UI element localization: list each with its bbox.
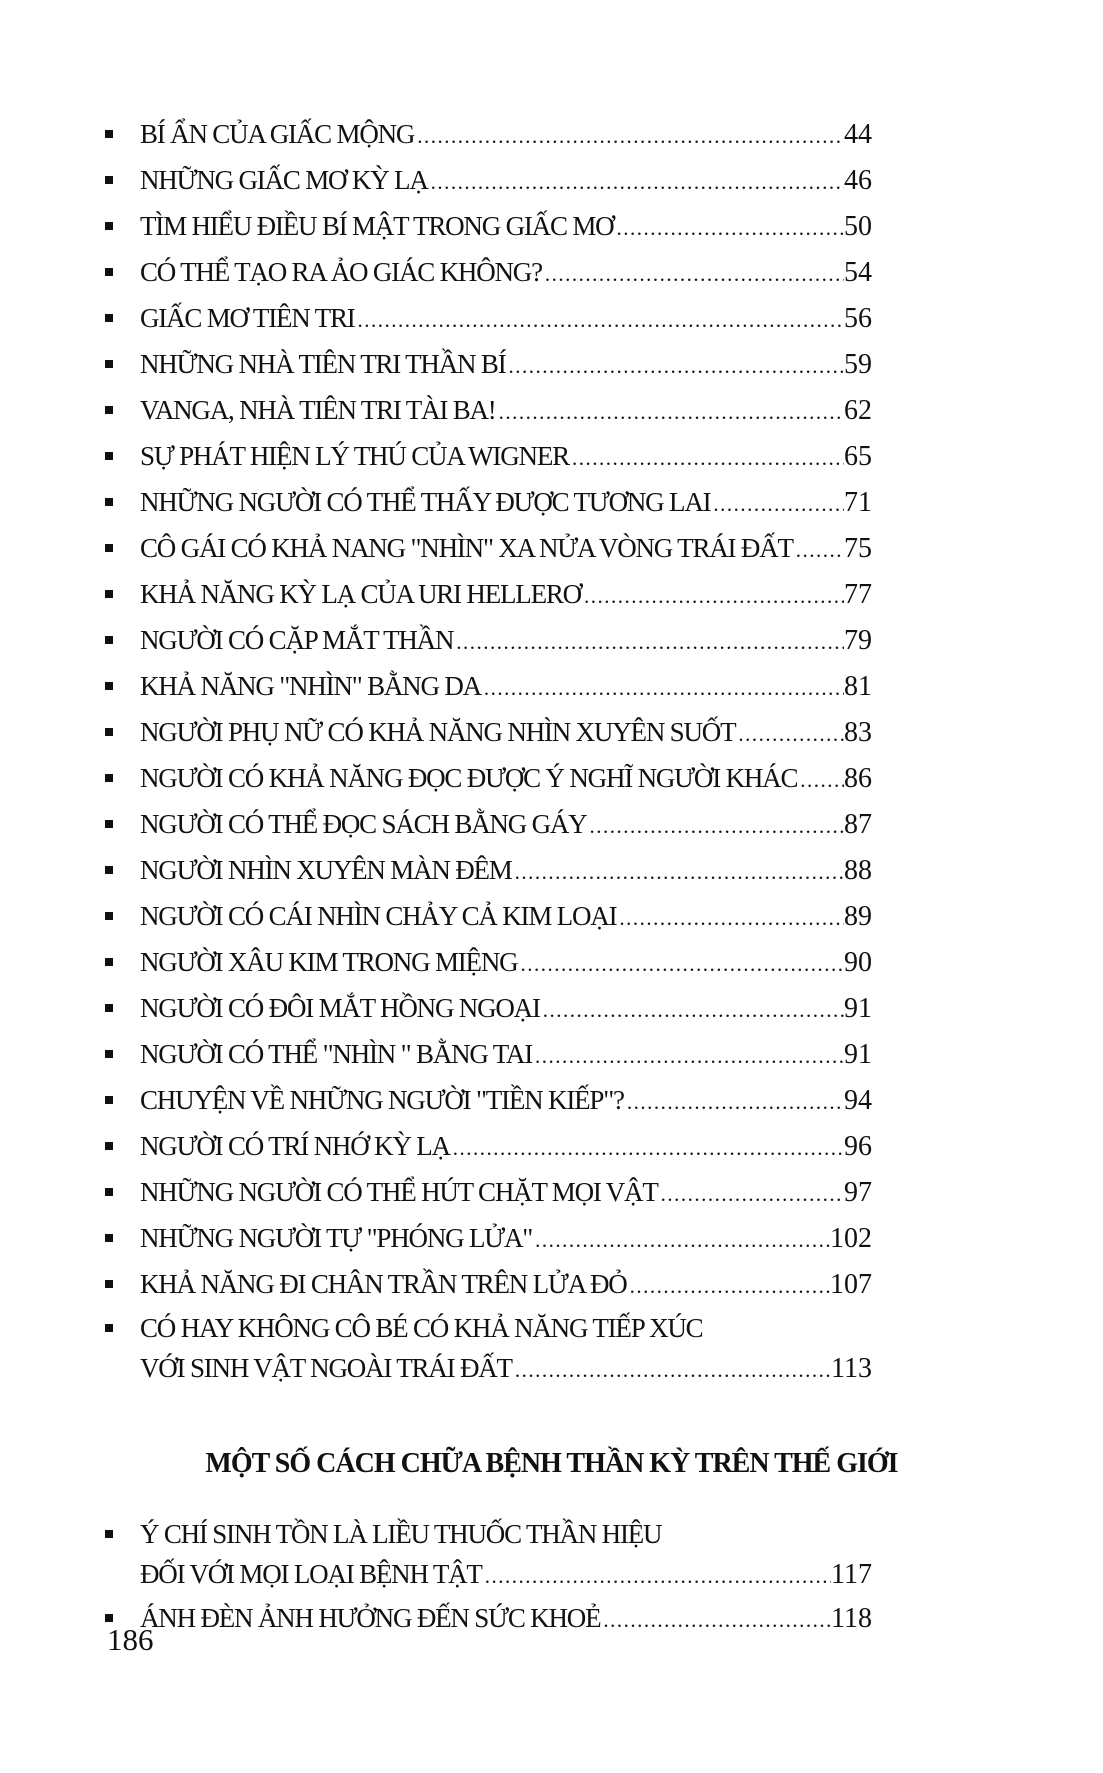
toc-entry-page: 96: [844, 1131, 872, 1162]
toc-entry-page: 102: [830, 1223, 872, 1254]
toc-entry-page: 118: [831, 1603, 872, 1634]
toc-entry-title: VANGA, NHÀ TIÊN TRI TÀI BA!: [140, 395, 496, 425]
bullet-square-icon: [105, 1142, 113, 1150]
toc-entry-page: 81: [844, 671, 872, 702]
toc-entry-line: [140, 112, 872, 158]
toc-entry: [105, 710, 872, 756]
toc-entry-page: 90: [844, 947, 872, 978]
toc-entry-page: 62: [844, 395, 872, 426]
bullet-square-icon: [105, 1530, 113, 1538]
toc-entry-page: 113: [831, 1353, 872, 1384]
toc-entry-line: [140, 1596, 872, 1642]
toc-entry-body: [140, 940, 872, 986]
bullet-square-icon: [105, 1234, 113, 1242]
dot-leader: [428, 160, 844, 204]
toc-entry: [105, 802, 872, 848]
toc-entry: [105, 986, 872, 1032]
toc-entry-line: [140, 526, 872, 572]
toc-entry-line: [140, 388, 872, 434]
toc-entry: [105, 1124, 872, 1170]
toc-entry-title: NGƯỜI CÓ CÁI NHÌN CHẢY CẢ KIM LOẠI: [140, 901, 617, 931]
bullet-square-icon: [105, 544, 113, 552]
toc-entry-line: [140, 894, 872, 940]
bullet-square-icon: [105, 130, 113, 138]
toc-entry-body: [140, 710, 872, 756]
toc-entry-title: ĐỐI VỚI MỌI LOẠI BỆNH TẬT: [140, 1559, 482, 1589]
toc-entry-title: NGƯỜI XÂU KIM TRONG MIỆNG: [140, 947, 518, 977]
bullet-square-icon: [105, 406, 113, 414]
toc-entry-body: [140, 894, 872, 940]
toc-entry-line: [140, 1216, 872, 1262]
toc-entry: [105, 1170, 872, 1216]
dot-leader: [505, 344, 844, 388]
bullet-square-icon: [105, 222, 113, 230]
toc-entry-title: VỚI SINH VẬT NGOÀI TRÁI ĐẤT: [140, 1353, 512, 1383]
toc-entry-page: 71: [844, 487, 872, 518]
toc-entry-body: [140, 388, 872, 434]
dot-leader: [710, 482, 844, 526]
toc-entry-body: [140, 1032, 872, 1078]
toc-entry-body: [140, 1262, 872, 1308]
dot-leader: [512, 1350, 831, 1390]
toc-entry-body: [140, 204, 872, 250]
toc-entry-title: GIẤC MƠ TIÊN TRI: [140, 303, 355, 333]
toc-entry-body: [140, 112, 872, 158]
toc-entry-page: 44: [844, 119, 872, 150]
dot-leader: [496, 390, 844, 434]
toc-entry-title: CÓ HAY KHÔNG CÔ BÉ CÓ KHẢ NĂNG TIẾP XÚC: [140, 1313, 703, 1343]
toc-entry: [105, 894, 872, 940]
bullet-square-icon: [105, 314, 113, 322]
toc-entry: [105, 204, 872, 250]
toc-entry-title: NGƯỜI NHÌN XUYÊN MÀN ĐÊM: [140, 855, 512, 885]
dot-leader: [586, 804, 844, 848]
dot-leader: [616, 896, 844, 940]
toc-entry-title: NHỮNG GIẤC MƠ KỲ LẠ: [140, 165, 428, 195]
toc-entry-page: 107: [830, 1269, 872, 1300]
bullet-square-icon: [105, 1004, 113, 1012]
toc-entry: [105, 342, 872, 388]
toc-entry-title: NGƯỜI CÓ KHẢ NĂNG ĐỌC ĐƯỢC Ý NGHĨ NGƯỜI KHÁC: [140, 763, 798, 793]
toc-entry-page: 56: [844, 303, 872, 334]
toc-entry-title: NGƯỜI CÓ ĐÔI MẮT HỒNG NGOẠI: [140, 993, 540, 1023]
dot-leader: [600, 1598, 831, 1642]
toc-entry-line: [140, 802, 872, 848]
toc-entry-page: 75: [844, 533, 872, 564]
toc-entry-line: [140, 572, 872, 618]
toc-entry-title: KHẢ NĂNG KỲ LẠ CỦA URI HELLERƠ: [140, 579, 581, 609]
toc-entry: [105, 112, 872, 158]
toc-entry-body: [140, 1170, 872, 1216]
bullet-square-icon: [105, 820, 113, 828]
toc-entry-body: [140, 1308, 872, 1390]
toc-entry-line: [140, 1124, 872, 1170]
toc-entry-page: 87: [844, 809, 872, 840]
toc-entry-line: [140, 296, 872, 342]
toc-entry-line: [140, 1514, 872, 1554]
dot-leader: [532, 1034, 844, 1078]
toc-entry-body: [140, 664, 872, 710]
toc-entry-page: 91: [844, 993, 872, 1024]
toc-entry-body: [140, 296, 872, 342]
toc-entry-body: [140, 756, 872, 802]
toc-entry-line: [140, 342, 872, 388]
toc-entry-page: 117: [831, 1559, 872, 1590]
toc-entry-line: [140, 1032, 872, 1078]
toc-entry-line: [140, 618, 872, 664]
toc-entry-line: [140, 1170, 872, 1216]
dot-leader: [569, 436, 844, 480]
dot-leader: [482, 1556, 831, 1596]
toc-entry-line: [140, 1078, 872, 1124]
bullet-square-icon: [105, 452, 113, 460]
toc-entry-page: 79: [844, 625, 872, 656]
bullet-square-icon: [105, 866, 113, 874]
toc-entry-line: [140, 1262, 872, 1308]
toc-entry: [105, 1514, 872, 1596]
toc-entry-title: NHỮNG NHÀ TIÊN TRI THẦN BÍ: [140, 349, 506, 379]
toc-entry-title: TÌM HIỂU ĐIỀU BÍ MẬT TRONG GIẤC MƠ: [140, 211, 614, 241]
toc-entry-title: NHỮNG NGƯỜI CÓ THỂ THẤY ĐƯỢC TƯƠNG LAI: [140, 487, 711, 517]
dot-leader: [658, 1172, 844, 1216]
toc-entry-title: BÍ ẨN CỦA GIẤC MỘNG: [140, 119, 415, 149]
toc-entry-page: 97: [844, 1177, 872, 1208]
bullet-square-icon: [105, 498, 113, 506]
toc-entry: [105, 618, 872, 664]
toc-entry-body: [140, 802, 872, 848]
table-of-contents: [105, 112, 898, 1642]
bullet-square-icon: [105, 1324, 113, 1332]
toc-entry-title: ÁNH ĐÈN ẢNH HƯỞNG ĐẾN SỨC KHOẺ: [140, 1603, 601, 1633]
toc-entry: [105, 1078, 872, 1124]
toc-entry-body: [140, 1124, 872, 1170]
bullet-square-icon: [105, 958, 113, 966]
toc-entry-title: NHỮNG NGƯỜI TỰ "PHÓNG LỬA": [140, 1223, 533, 1253]
toc-entry-page: 46: [844, 165, 872, 196]
dot-leader: [355, 298, 844, 342]
toc-entry-title: NGƯỜI CÓ TRÍ NHỚ KỲ LẠ: [140, 1131, 450, 1161]
toc-entry-page: 89: [844, 901, 872, 932]
bullet-square-icon: [105, 590, 113, 598]
toc-entry: [105, 250, 872, 296]
dot-leader: [481, 666, 844, 710]
dot-leader: [450, 1126, 844, 1170]
toc-entry-page: 94: [844, 1085, 872, 1116]
toc-entry-title: SỰ PHÁT HIỆN LÝ THÚ CỦA WIGNER: [140, 441, 569, 471]
toc-entry-body: [140, 1216, 872, 1262]
toc-entry-line: [140, 1554, 872, 1596]
section-heading: MỘT SỐ CÁCH CHỮA BỆNH THẦN KỲ TRÊN THẾ GIỚI: [205, 1448, 898, 1479]
toc-entry: [105, 1032, 872, 1078]
toc-entry-body: [140, 1078, 872, 1124]
toc-entry-line: [140, 1348, 872, 1390]
toc-entry-line: [140, 710, 872, 756]
toc-entry-body: [140, 618, 872, 664]
toc-entry-page: 77: [844, 579, 872, 610]
dot-leader: [517, 942, 844, 986]
page-number: 186: [107, 1622, 154, 1657]
dot-leader: [512, 850, 844, 894]
toc-entry-line: [140, 848, 872, 894]
toc-entry: [105, 434, 872, 480]
dot-leader: [453, 620, 844, 664]
toc-entry-page: 59: [844, 349, 872, 380]
toc-entry-title: NGƯỜI CÓ THỂ ĐỌC SÁCH BẰNG GÁY: [140, 809, 587, 839]
toc-entry-title: NGƯỜI CÓ THỂ "NHÌN " BẰNG TAI: [140, 1039, 533, 1069]
dot-leader: [624, 1080, 844, 1124]
toc-entry-title: CÓ THỂ TẠO RA ẢO GIÁC KHÔNG?: [140, 257, 542, 287]
toc-entry-title: NGƯỜI PHỤ NỮ CÓ KHẢ NĂNG NHÌN XUYÊN SUỐT: [140, 717, 736, 747]
toc-entry-body: [140, 986, 872, 1032]
toc-entry-line: [140, 250, 872, 296]
toc-entry-body: [140, 158, 872, 204]
bullet-square-icon: [105, 1050, 113, 1058]
dot-leader: [414, 114, 844, 158]
bullet-square-icon: [105, 268, 113, 276]
dot-leader: [627, 1264, 830, 1308]
toc-entry-body: [140, 434, 872, 480]
toc-entry: [105, 1216, 872, 1262]
toc-entry-page: 91: [844, 1039, 872, 1070]
toc-entry-line: [140, 480, 872, 526]
dot-leader: [542, 252, 844, 296]
toc-entry: [105, 848, 872, 894]
toc-entry-page: 88: [844, 855, 872, 886]
toc-entry-line: [140, 204, 872, 250]
bullet-square-icon: [105, 1614, 113, 1622]
toc-entry-page: 83: [844, 717, 872, 748]
bullet-square-icon: [105, 912, 113, 920]
dot-leader: [532, 1218, 830, 1262]
toc-entry-line: [140, 434, 872, 480]
toc-entry: [105, 296, 872, 342]
toc-entry: [105, 1308, 872, 1390]
toc-entry-body: [140, 342, 872, 388]
toc-entry-title: KHẢ NĂNG ĐI CHÂN TRẦN TRÊN LỬA ĐỎ: [140, 1269, 627, 1299]
toc-entry-title: NHỮNG NGƯỜI CÓ THỂ HÚT CHẶT MỌI VẬT: [140, 1177, 658, 1207]
dot-leader: [613, 206, 844, 250]
toc-entry-line: [140, 664, 872, 710]
toc-entry: [105, 158, 872, 204]
bullet-square-icon: [105, 682, 113, 690]
toc-entry-body: [140, 1514, 872, 1596]
toc-entry: [105, 1596, 872, 1642]
toc-entry: [105, 388, 872, 434]
toc-entry: [105, 756, 872, 802]
toc-entry-body: [140, 848, 872, 894]
toc-entry-title: CÔ GÁI CÓ KHẢ NANG "NHÌN" XA NỬA VÒNG TRÁI ĐẤT: [140, 533, 793, 563]
bullet-square-icon: [105, 1280, 113, 1288]
toc-entry: [105, 664, 872, 710]
toc-entry-title: NGƯỜI CÓ CẶP MẮT THẦN: [140, 625, 454, 655]
bullet-square-icon: [105, 728, 113, 736]
bullet-square-icon: [105, 1188, 113, 1196]
toc-entry-line: [140, 756, 872, 802]
dot-leader: [793, 528, 844, 572]
toc-entry: [105, 480, 872, 526]
toc-entry-body: [140, 480, 872, 526]
dot-leader: [735, 712, 844, 756]
toc-entry-title: Ý CHÍ SINH TỒN LÀ LIỀU THUỐC THẦN HIỆU: [140, 1519, 662, 1549]
dot-leader: [540, 988, 844, 1032]
toc-entry-page: 86: [844, 763, 872, 794]
bullet-square-icon: [105, 1096, 113, 1104]
bullet-square-icon: [105, 360, 113, 368]
toc-entry-page: 54: [844, 257, 872, 288]
toc-entry-title: CHUYỆN VỀ NHỮNG NGƯỜI "TIỀN KIẾP"?: [140, 1085, 624, 1115]
toc-entry-body: [140, 526, 872, 572]
toc-entry: [105, 1262, 872, 1308]
toc-entry: [105, 940, 872, 986]
toc-entry-body: [140, 250, 872, 296]
dot-leader: [581, 574, 844, 618]
toc-entry: [105, 526, 872, 572]
toc-entry-line: [140, 1308, 872, 1348]
toc-entry-line: [140, 940, 872, 986]
toc-entry-title: KHẢ NĂNG "NHÌN" BẰNG DA: [140, 671, 481, 701]
bullet-square-icon: [105, 176, 113, 184]
toc-entry-body: [140, 572, 872, 618]
toc-entry-line: [140, 986, 872, 1032]
toc-entry: [105, 572, 872, 618]
dot-leader: [797, 758, 844, 802]
toc-entry-line: [140, 158, 872, 204]
bullet-square-icon: [105, 636, 113, 644]
bullet-square-icon: [105, 774, 113, 782]
toc-entry-page: 65: [844, 441, 872, 472]
toc-entry-page: 50: [844, 211, 872, 242]
toc-entry-body: [140, 1596, 872, 1642]
